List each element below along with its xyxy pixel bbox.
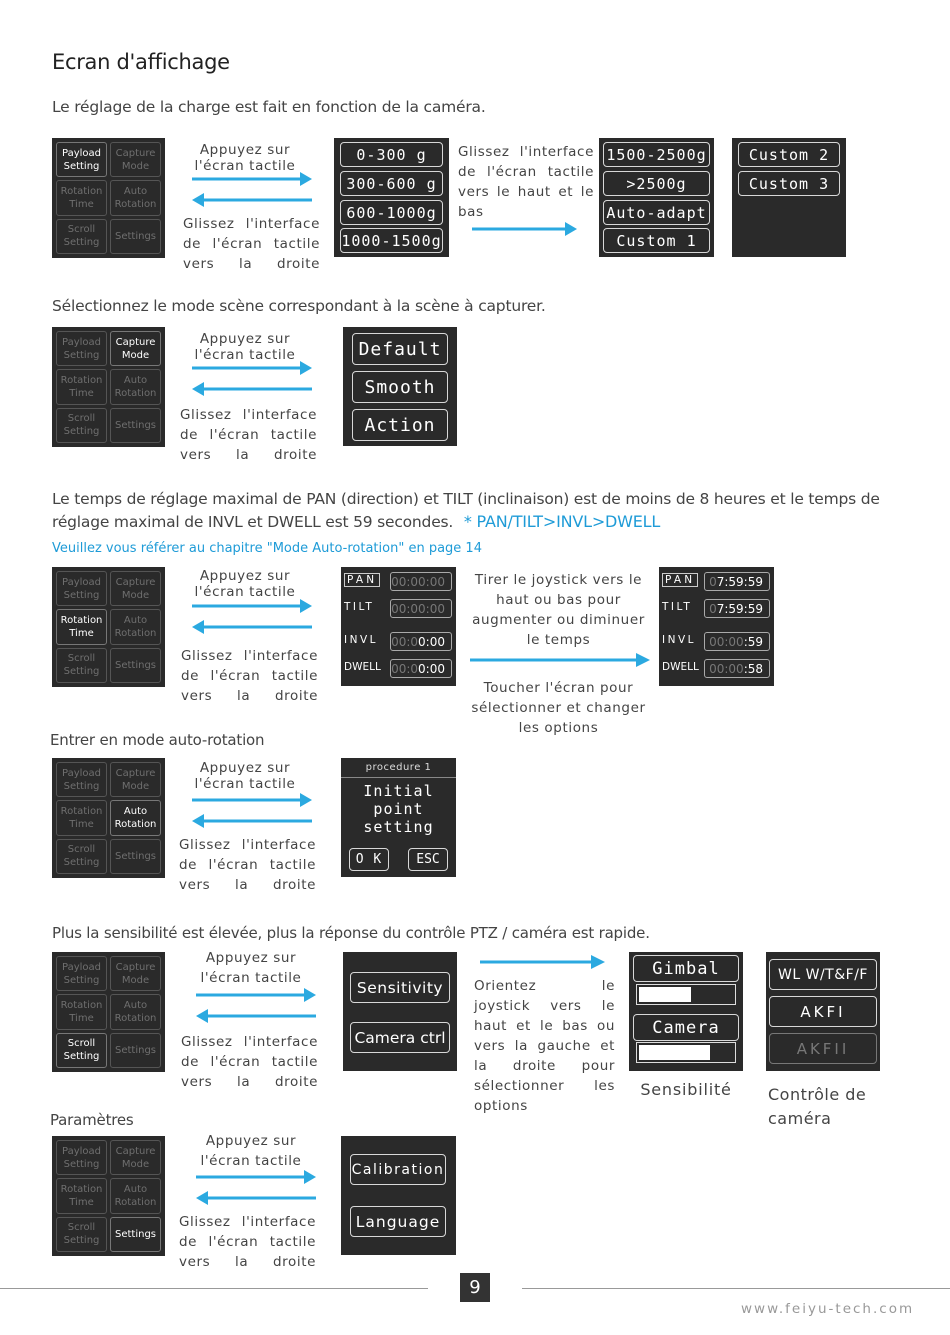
menu-grid xyxy=(52,138,165,258)
menu-scroll[interactable]: Scroll Setting xyxy=(56,1217,107,1252)
arrows-icon xyxy=(192,791,317,831)
camera-control-panel xyxy=(766,952,880,1071)
mode-smooth[interactable]: Smooth xyxy=(352,371,448,403)
section4-text: Entrer en mode auto-rotation xyxy=(50,731,265,749)
website: www.feiyu-tech.com xyxy=(741,1301,915,1317)
menu-auto-rotation[interactable]: Auto Rotation xyxy=(110,994,161,1029)
arrows-icon xyxy=(192,597,317,637)
menu-auto-rotation[interactable]: Auto Rotation xyxy=(110,609,161,644)
page-title: Ecran d'affichage xyxy=(52,50,230,74)
swipe-caption: Glissez l'interface de l'écran tactile vers la droite xyxy=(183,216,320,272)
arrows-icon xyxy=(196,986,321,1026)
menu-auto-rotation[interactable]: Auto Rotation xyxy=(110,369,161,404)
capture-mode-panel xyxy=(343,327,457,446)
swipe-caption: Glissez l'interface de l'écran tactile vers la droite xyxy=(179,837,316,893)
menu-settings[interactable]: Settings xyxy=(110,648,161,683)
tap-caption: Appuyez sur l'écran tactile xyxy=(194,142,296,174)
camera-label: Camera xyxy=(633,1014,739,1041)
pan-label: PAN xyxy=(344,573,380,587)
payload-panel-3 xyxy=(732,138,846,257)
menu-settings[interactable]: Settings xyxy=(110,839,161,874)
tilt-value-lit: 7:59:59 xyxy=(716,601,763,616)
payload-600-1000[interactable]: 600-1000g xyxy=(340,200,443,225)
swipe-caption: Glissez l'interface de l'écran tactile vers la droite xyxy=(181,648,318,704)
menu-payload[interactable]: Payload Setting xyxy=(56,956,107,991)
menu-scroll[interactable]: Scroll Setting xyxy=(56,219,107,254)
pan-label: PAN xyxy=(662,573,698,587)
esc-button[interactable]: ESC xyxy=(408,848,448,871)
menu-scroll[interactable]: Scroll Setting xyxy=(56,1033,107,1068)
tap-caption: Appuyez sur l'écran tactile xyxy=(194,760,296,792)
menu-rotation-time[interactable]: Rotation Time xyxy=(56,180,107,215)
section2-text: Sélectionnez le mode scène correspondant à la scène à capturer. xyxy=(52,297,546,315)
pan-value-dim: 0 xyxy=(709,574,717,589)
arrows-icon xyxy=(192,170,317,210)
menu-scroll[interactable]: Scroll Setting xyxy=(56,839,107,874)
tap-caption: Appuyez sur l'écran tactile xyxy=(194,331,296,363)
joystick-caption: Tirer le joystick vers le haut ou bas pour augmenter ou diminuer le temps xyxy=(472,572,645,648)
menu-scroll[interactable]: Scroll Setting xyxy=(56,408,107,443)
arrow-right-icon xyxy=(472,220,582,240)
menu-rotation-time[interactable]: Rotation Time xyxy=(56,369,107,404)
menu-payload[interactable]: Payload Setting xyxy=(56,1140,107,1175)
menu-auto-rotation[interactable]: Auto Rotation xyxy=(110,180,161,215)
pan-value-dim: 00:00:00 xyxy=(391,574,445,589)
tilt-label: TILT xyxy=(662,601,693,613)
menu-grid xyxy=(52,327,165,447)
swipe-caption: Glissez l'interface de l'écran tactile vers la droite xyxy=(180,407,317,463)
payload-panel-2 xyxy=(599,138,714,257)
section3-text-line2-main: réglage maximal de INVL et DWELL est 59 secondes. xyxy=(52,513,454,531)
camctrl-wl[interactable]: WL W/T&F/F xyxy=(769,959,877,990)
sensitivity-button[interactable]: Sensitivity xyxy=(350,972,450,1003)
payload-0-300[interactable]: 0-300 g xyxy=(340,142,443,167)
payload-over-2500[interactable]: >2500g xyxy=(603,171,710,196)
payload-panel-1 xyxy=(334,138,449,257)
menu-payload[interactable]: Payload Setting xyxy=(56,142,107,177)
swipe-up-caption: Glissez l'interface de l'écran tactile vers le haut et le bas xyxy=(458,144,594,220)
menu-rotation-time[interactable]: Rotation Time xyxy=(56,609,107,644)
dwell-value[interactable] xyxy=(704,659,770,678)
invl-label: INVL xyxy=(344,634,378,646)
ok-button[interactable]: O K xyxy=(349,848,389,871)
scroll-setting-panel xyxy=(343,952,457,1071)
gimbal-label: Gimbal xyxy=(633,955,739,982)
rotation-time-panel-after xyxy=(659,567,774,686)
mode-action[interactable]: Action xyxy=(352,409,448,441)
invl-value[interactable] xyxy=(704,632,770,651)
dwell-value-dim: 00:00 xyxy=(709,661,744,676)
arrow-right-icon xyxy=(480,953,610,973)
section1-text: Le réglage de la charge est fait en fonction de la caméra. xyxy=(52,98,486,116)
payload-auto-adapt[interactable]: Auto-adapt xyxy=(603,200,710,225)
menu-capture[interactable]: Capture Mode xyxy=(110,956,161,991)
touch-caption: Toucher l'écran pour sélectionner et changer les options xyxy=(471,680,646,736)
sensitivity-panel xyxy=(629,952,743,1071)
payload-1000-1500[interactable]: 1000-1500g xyxy=(340,228,443,253)
calibration-button[interactable]: Calibration xyxy=(350,1154,446,1185)
pan-value-lit: 7:59:59 xyxy=(716,574,763,589)
menu-auto-rotation[interactable]: Auto Rotation xyxy=(110,800,161,835)
menu-capture[interactable]: Capture Mode xyxy=(110,571,161,606)
page-number: 9 xyxy=(460,1273,490,1302)
menu-rotation-time[interactable]: Rotation Time xyxy=(56,994,107,1029)
arrow-right-icon xyxy=(470,651,655,671)
menu-payload[interactable]: Payload Setting xyxy=(56,762,107,797)
payload-custom-1[interactable]: Custom 1 xyxy=(603,228,710,253)
dwell-value[interactable] xyxy=(390,659,452,678)
invl-value-lit: 0:00 xyxy=(418,634,445,649)
language-button[interactable]: Language xyxy=(350,1206,446,1237)
section5-text: Plus la sensibilité est élevée, plus la réponse du contrôle PTZ / caméra est rapide. xyxy=(52,924,650,942)
swipe-caption: Glissez l'interface de l'écran tactile vers la droite xyxy=(181,1034,318,1090)
procedure-header: procedure 1 xyxy=(341,758,456,778)
tap-caption: Appuyez sur l'écran tactile xyxy=(194,568,296,600)
menu-rotation-time[interactable]: Rotation Time xyxy=(56,1178,107,1213)
menu-settings[interactable]: Settings xyxy=(110,408,161,443)
menu-capture[interactable]: Capture Mode xyxy=(110,1140,161,1175)
dwell-value-lit: 0:00 xyxy=(418,661,445,676)
mode-default[interactable]: Default xyxy=(352,333,448,365)
rotation-time-panel-before xyxy=(341,567,456,686)
footer-divider-left xyxy=(0,1288,428,1289)
tap-caption: Appuyez sur l'écran tactile xyxy=(200,950,302,986)
dwell-label: DWELL xyxy=(344,661,381,673)
order-note: * PAN/TILT>INVL>DWELL xyxy=(463,512,661,531)
invl-label: INVL xyxy=(662,634,696,646)
payload-custom-3[interactable]: Custom 3 xyxy=(738,171,840,196)
section3-text-line2 xyxy=(52,512,660,531)
menu-payload[interactable]: Payload Setting xyxy=(56,331,107,366)
dwell-value-lit: :58 xyxy=(743,661,763,676)
tap-caption: Appuyez sur l'écran tactile xyxy=(200,1133,302,1169)
camera-slider[interactable] xyxy=(636,1042,736,1063)
menu-payload[interactable]: Payload Setting xyxy=(56,571,107,606)
tilt-value-dim: 0 xyxy=(709,601,717,616)
camctrl-akfii[interactable]: AKFII xyxy=(769,1033,877,1064)
procedure-body: Initial point setting xyxy=(363,782,434,836)
menu-auto-rotation[interactable]: Auto Rotation xyxy=(110,1178,161,1213)
camctrl-akfi[interactable]: AKFI xyxy=(769,996,877,1027)
camctrl-caption: Contrôle de caméra xyxy=(768,1085,867,1128)
gimbal-slider[interactable] xyxy=(636,984,736,1005)
gimbal-slider-fill xyxy=(639,987,691,1002)
menu-rotation-time[interactable]: Rotation Time xyxy=(56,800,107,835)
section6-text: Paramètres xyxy=(50,1111,134,1129)
invl-value-dim: 00:0 xyxy=(391,634,419,649)
reference-link[interactable]: Veuillez vous référer au chapitre "Mode Auto-rotation" en page 14 xyxy=(52,541,482,556)
settings-panel xyxy=(341,1136,456,1255)
menu-settings[interactable]: Settings xyxy=(110,1033,161,1068)
arrows-icon xyxy=(196,1168,321,1208)
invl-value-lit: :59 xyxy=(743,634,763,649)
tilt-label: TILT xyxy=(344,601,375,613)
invl-value-dim: 00:00 xyxy=(709,634,744,649)
menu-scroll[interactable]: Scroll Setting xyxy=(56,648,107,683)
pan-value[interactable] xyxy=(390,572,452,591)
tilt-value[interactable] xyxy=(704,599,770,618)
section3-text-line1: Le temps de réglage maximal de PAN (direction) et TILT (inclinaison) est de moins de 8 heures et le temps de xyxy=(52,490,880,508)
arrows-icon xyxy=(192,359,317,399)
tilt-value-dim: 00:00:00 xyxy=(391,601,445,616)
invl-value[interactable] xyxy=(390,632,452,651)
payload-300-600[interactable]: 300-600 g xyxy=(340,171,443,196)
swipe-caption: Glissez l'interface de l'écran tactile vers la droite xyxy=(179,1214,316,1270)
dwell-label: DWELL xyxy=(662,661,699,673)
footer-divider-right xyxy=(522,1288,950,1289)
dwell-value-dim: 00:0 xyxy=(391,661,419,676)
menu-capture[interactable]: Capture Mode xyxy=(110,142,161,177)
menu-grid xyxy=(52,567,165,687)
menu-grid xyxy=(52,758,165,878)
menu-grid xyxy=(52,952,165,1072)
payload-custom-2[interactable]: Custom 2 xyxy=(738,142,840,167)
menu-settings[interactable]: Settings xyxy=(110,219,161,254)
menu-grid xyxy=(52,1136,165,1256)
menu-capture[interactable]: Capture Mode xyxy=(110,762,161,797)
orient-caption: Orientez le joystick vers le haut et le bas ou vers la gauche et la droite pour sélectionner les options xyxy=(474,978,615,1114)
tilt-value[interactable] xyxy=(390,599,452,618)
menu-settings[interactable]: Settings xyxy=(110,1217,161,1252)
sensibilite-caption: Sensibilité xyxy=(640,1080,732,1099)
camera-ctrl-button[interactable]: Camera ctrl xyxy=(350,1022,450,1053)
camera-slider-fill xyxy=(639,1045,710,1060)
auto-rotation-panel xyxy=(341,758,456,877)
pan-value[interactable] xyxy=(704,572,770,591)
menu-capture[interactable]: Capture Mode xyxy=(110,331,161,366)
payload-1500-2500[interactable]: 1500-2500g xyxy=(603,142,710,167)
